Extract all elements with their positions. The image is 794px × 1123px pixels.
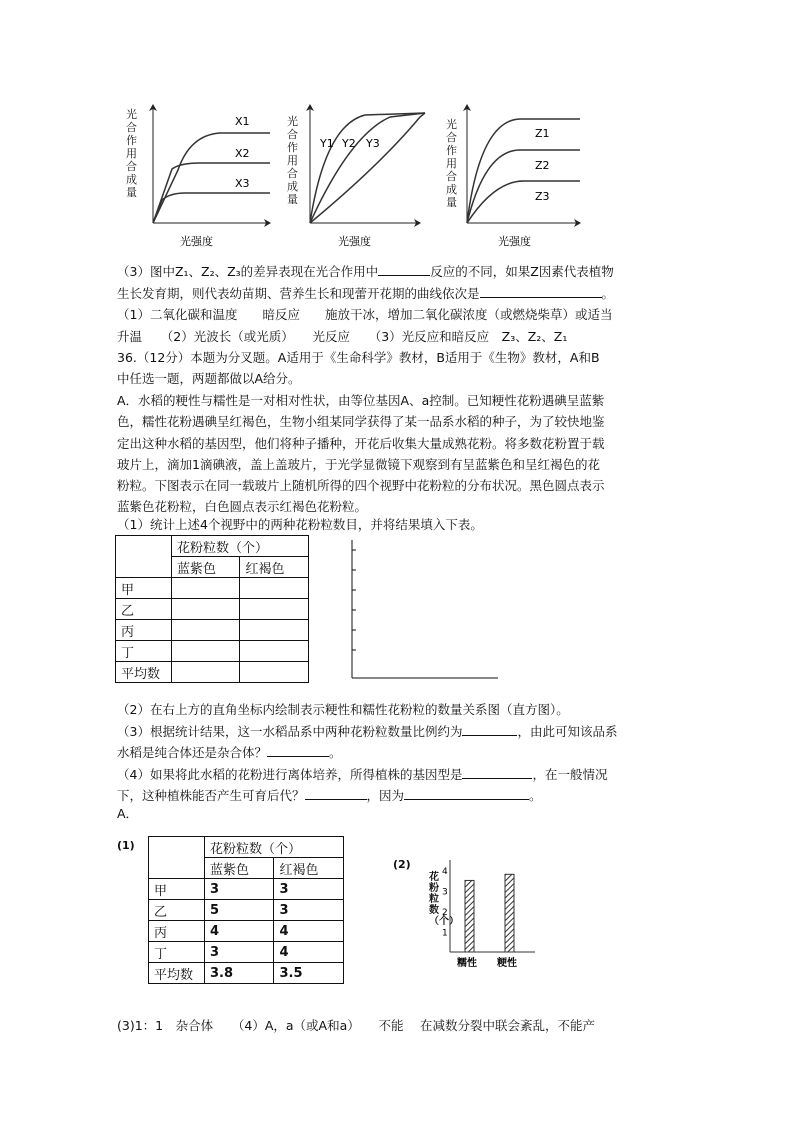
row-label: 丙 xyxy=(116,620,172,641)
text: （3）根据统计结果，这一水稻品系中两种花粉粒数量比例约为 xyxy=(117,724,463,739)
curve-label-y2: Y2 xyxy=(342,137,356,150)
row-label: 丁 xyxy=(116,641,172,662)
text: ，因为 xyxy=(366,788,405,803)
row-label: 丁 xyxy=(149,942,205,963)
input-cell[interactable] xyxy=(240,599,309,620)
parta-line: （1）统计上述4个视野中的两种花粉粒数目，并将结果填入下表。 xyxy=(117,517,483,532)
text: 反应的不同，如果Z因素代表植物 xyxy=(430,264,614,279)
cell: 4 xyxy=(205,921,274,942)
input-cell[interactable] xyxy=(172,578,240,599)
input-cell[interactable] xyxy=(240,578,309,599)
corner-cell xyxy=(116,536,172,578)
curve-label-x1: X1 xyxy=(235,115,250,128)
curve-label-y3: Y3 xyxy=(366,137,380,150)
input-cell[interactable] xyxy=(172,662,240,683)
cell: 3 xyxy=(274,900,344,921)
figure-z xyxy=(467,105,580,248)
x-axis-label: 光强度 xyxy=(180,235,213,248)
text: 。 xyxy=(529,788,542,803)
q3b-line2 xyxy=(117,744,342,761)
input-cell[interactable] xyxy=(240,641,309,662)
curve-label-x3: X3 xyxy=(235,177,250,190)
q2-line: （2）在右上方的直角坐标内绘制表示粳性和糯性花粉粒的数量关系图（直方图）。 xyxy=(117,702,569,717)
blank-table xyxy=(115,535,309,683)
text: ，在一般情况 xyxy=(532,767,608,782)
y-tick-label: 1 xyxy=(442,928,448,939)
q4-line1 xyxy=(117,766,607,783)
row-label: 平均数 xyxy=(149,963,205,984)
y-label-1: 光合作用合成量 xyxy=(126,108,137,199)
answer-blank[interactable] xyxy=(462,766,532,779)
x-axis-label: 光强度 xyxy=(498,235,531,248)
answer-blank[interactable] xyxy=(462,723,517,736)
header-cell: 红褐色 xyxy=(240,557,309,578)
y-tick-label: 3 xyxy=(442,887,448,898)
answer-final-line: (3)1：1 杂合体 （4）A，a（或A和a） 不能 在减数分裂中联会紊乱，不能产 xyxy=(117,1018,595,1033)
header-cell: 花粉粒数（个） xyxy=(172,536,309,557)
text: （4）如果将此水稻的花粉进行离体培养，所得植株的基因型是 xyxy=(117,767,463,782)
answer-blank[interactable] xyxy=(378,263,430,276)
q36-line: 36.（12分）本题为分叉题。A适用于《生命科学》教材，B适用于《生物》教材，A和B xyxy=(117,350,600,365)
curve-label-z2: Z2 xyxy=(535,159,550,172)
answer-blank[interactable] xyxy=(480,285,602,298)
row-label: 乙 xyxy=(149,900,205,921)
header-cell: 蓝紫色 xyxy=(205,858,274,879)
q3-line2 xyxy=(117,285,614,302)
q3b-line1 xyxy=(117,723,617,740)
cell: 3.8 xyxy=(205,963,274,984)
x-tick-label: 糯性 xyxy=(457,958,477,969)
cell: 3 xyxy=(205,879,274,900)
text: 下，这种植株能否产生可育后代？ xyxy=(117,788,305,803)
answer-blank[interactable] xyxy=(267,744,329,757)
input-cell[interactable] xyxy=(172,641,240,662)
input-cell[interactable] xyxy=(172,620,240,641)
header-cell: 花粉粒数（个） xyxy=(205,837,344,858)
q4-line2 xyxy=(117,787,542,804)
cell: 4 xyxy=(274,921,344,942)
y-tick-label: 4 xyxy=(442,867,448,878)
text: ，由此可知该品系 xyxy=(517,724,618,739)
parta-line: 玻片上，滴加1滴碘液，盖上盖玻片，于光学显微镜下观察到有呈蓝紫色和呈红褐色的花 xyxy=(117,457,600,472)
parta-line: 粉粒。下图表示在同一载玻片上随机所得的四个视野中花粉粒的分布状况。黑色圆点表示 xyxy=(117,478,605,493)
y-label-2: 光合作用合成量 xyxy=(287,115,298,206)
text: 。 xyxy=(329,745,342,760)
answer-table xyxy=(148,836,344,984)
figure-y xyxy=(310,105,425,248)
header-cell: 蓝紫色 xyxy=(172,557,240,578)
answer-bar-chart xyxy=(440,855,540,975)
text: 。 xyxy=(601,286,615,301)
photosynthesis-figures xyxy=(120,95,600,255)
text: 生长发育期，则代表幼苗期、营养生长和现蕾开花期的曲线依次是 xyxy=(117,286,480,301)
part-label: (2) xyxy=(393,858,411,871)
parta-line: 蓝紫色花粉粒，白色圆点表示红褐色花粉粒。 xyxy=(117,499,368,514)
y-tick-label: 2 xyxy=(442,908,448,919)
answer-label: A． xyxy=(117,806,139,821)
curve-label-z1: Z1 xyxy=(535,127,550,140)
x-tick-label: 粳性 xyxy=(497,958,517,969)
text: （3）图中Z₁、Z₂、Z₃的差异表现在光合作用中 xyxy=(117,264,379,279)
figure-x xyxy=(153,105,270,248)
y-label-3: 光合作用合成量 xyxy=(446,118,457,209)
row-label: 平均数 xyxy=(116,662,172,683)
cell: 5 xyxy=(205,900,274,921)
corner-cell xyxy=(149,837,205,879)
bar-粳性 xyxy=(505,874,514,952)
parta-line: 色，糯性花粉遇碘呈红褐色，生物小组某同学获得了某一品系水稻的种子，为了较快地鉴 xyxy=(117,414,605,429)
input-cell[interactable] xyxy=(240,662,309,683)
cell: 3 xyxy=(274,879,344,900)
row-label: 甲 xyxy=(149,879,205,900)
answer-blank[interactable] xyxy=(404,787,529,800)
q36-line: 中任选一题，两题都做以A给分。 xyxy=(117,371,301,386)
answer-line: （1）二氧化碳和温度 暗反应 施放干冰，增加二氧化碳浓度（或燃烧柴草）或适当 xyxy=(117,307,613,322)
curve-label-z3: Z3 xyxy=(535,190,550,203)
answer-blank[interactable] xyxy=(305,787,367,800)
bar-糯性 xyxy=(465,880,474,952)
parta-line: 定出这种水稻的基因型，他们将种子播种，开花后收集大量成熟花粉。将多数花粉置于载 xyxy=(117,436,605,451)
parta-line: A．水稻的粳性与糯性是一对相对性状，由等位基因A、a控制。已知粳性花粉遇碘呈蓝紫 xyxy=(117,393,605,408)
row-label: 乙 xyxy=(116,599,172,620)
curve-label-x2: X2 xyxy=(235,147,250,160)
chart-y-label: 花粉粒数（个） xyxy=(429,872,459,927)
header-cell: 红褐色 xyxy=(274,858,344,879)
row-label: 甲 xyxy=(116,578,172,599)
text: 水稻是纯合体还是杂合体？ xyxy=(117,745,268,760)
answer-line: 升温 （2）光波长（或光质） 光反应 （3）光反应和暗反应 Z₃、Z₂、Z₁ xyxy=(117,329,568,344)
cell: 3.5 xyxy=(274,963,344,984)
curve-label-y1: Y1 xyxy=(320,137,334,150)
x-axis-label: 光强度 xyxy=(338,235,371,248)
part-label: (1) xyxy=(117,839,135,852)
q3-line1 xyxy=(117,263,614,280)
input-cell[interactable] xyxy=(172,599,240,620)
input-cell[interactable] xyxy=(240,620,309,641)
blank-axes xyxy=(345,535,505,685)
row-label: 丙 xyxy=(149,921,205,942)
cell: 4 xyxy=(274,942,344,963)
cell: 3 xyxy=(205,942,274,963)
